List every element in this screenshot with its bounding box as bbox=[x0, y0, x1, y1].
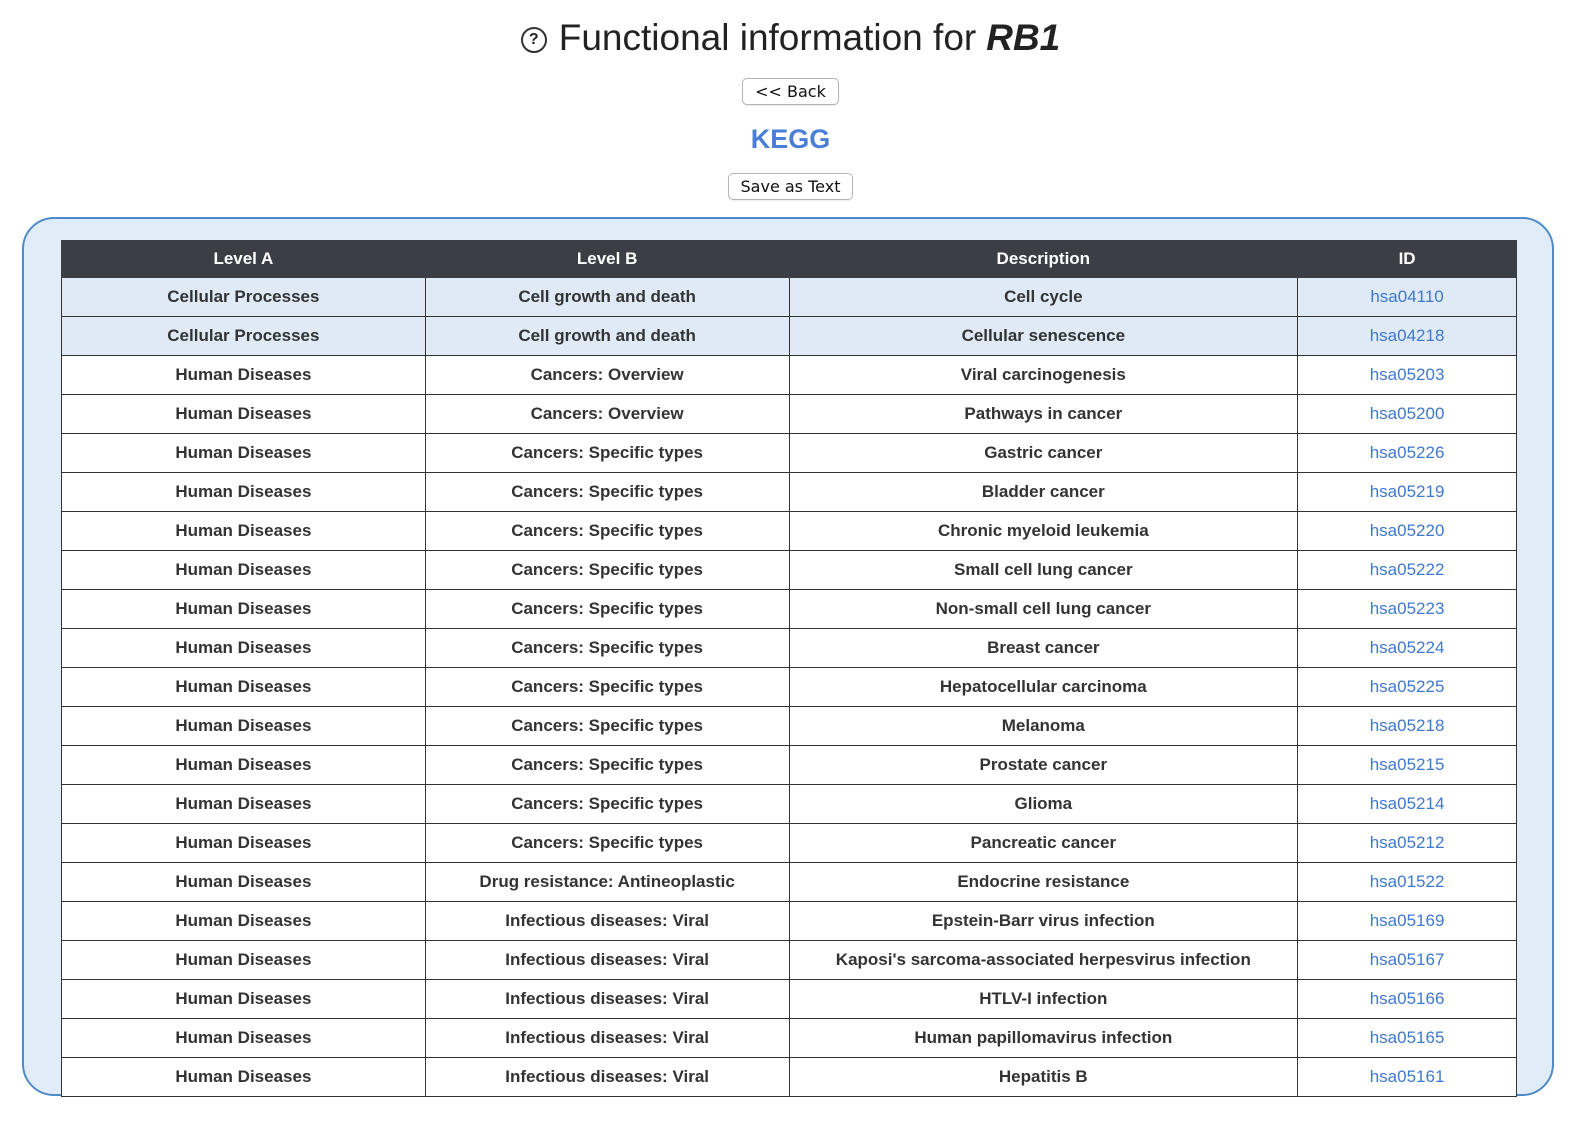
table-row bbox=[62, 590, 1517, 629]
table-row bbox=[62, 551, 1517, 590]
cell-level-b: Cancers: Specific types bbox=[425, 824, 789, 863]
pathway-id-link[interactable]: hsa05224 bbox=[1369, 638, 1445, 657]
cell-level-b: Cancers: Overview bbox=[425, 395, 789, 434]
gene-name: RB1 bbox=[986, 17, 1061, 58]
cell-level-a: Human Diseases bbox=[62, 590, 426, 629]
cell-level-a: Human Diseases bbox=[62, 707, 426, 746]
cell-level-a: Human Diseases bbox=[62, 785, 426, 824]
cell-description: Non-small cell lung cancer bbox=[789, 590, 1298, 629]
cell-description: Gastric cancer bbox=[789, 434, 1298, 473]
cell-id bbox=[1298, 824, 1517, 863]
pathway-id-link[interactable]: hsa04218 bbox=[1369, 326, 1445, 345]
cell-level-b: Cell growth and death bbox=[425, 317, 789, 356]
pathway-id-link[interactable]: hsa05200 bbox=[1369, 404, 1445, 423]
cell-level-a: Human Diseases bbox=[62, 980, 426, 1019]
pathway-id-link[interactable]: hsa05226 bbox=[1369, 443, 1445, 462]
cell-level-b: Cancers: Specific types bbox=[425, 746, 789, 785]
table-body bbox=[62, 278, 1517, 1097]
cell-level-b: Cancers: Specific types bbox=[425, 434, 789, 473]
cell-level-b: Infectious diseases: Viral bbox=[425, 980, 789, 1019]
cell-description: Glioma bbox=[789, 785, 1298, 824]
back-row bbox=[0, 78, 1581, 105]
cell-description: Pancreatic cancer bbox=[789, 824, 1298, 863]
cell-id bbox=[1298, 473, 1517, 512]
pathway-id-link[interactable]: hsa05220 bbox=[1369, 521, 1445, 540]
cell-id bbox=[1298, 278, 1517, 317]
pathway-id-link[interactable]: hsa05214 bbox=[1369, 794, 1445, 813]
cell-description: Pathways in cancer bbox=[789, 395, 1298, 434]
table-row bbox=[62, 863, 1517, 902]
pathway-id-link[interactable]: hsa04110 bbox=[1370, 287, 1444, 306]
cell-description: HTLV-I infection bbox=[789, 980, 1298, 1019]
cell-description: Breast cancer bbox=[789, 629, 1298, 668]
results-panel bbox=[22, 217, 1554, 1096]
table-row bbox=[62, 746, 1517, 785]
header-id: ID bbox=[1298, 241, 1517, 278]
cell-level-b: Cancers: Overview bbox=[425, 356, 789, 395]
cell-level-a: Human Diseases bbox=[62, 1019, 426, 1058]
cell-id bbox=[1298, 590, 1517, 629]
cell-level-a: Human Diseases bbox=[62, 356, 426, 395]
cell-level-b: Cancers: Specific types bbox=[425, 668, 789, 707]
table-row bbox=[62, 395, 1517, 434]
cell-id bbox=[1298, 902, 1517, 941]
cell-level-a: Human Diseases bbox=[62, 668, 426, 707]
table-row bbox=[62, 707, 1517, 746]
cell-level-b: Infectious diseases: Viral bbox=[425, 1058, 789, 1097]
back-button[interactable]: << Back bbox=[742, 78, 839, 105]
title-prefix: Functional information for bbox=[558, 17, 977, 58]
cell-description: Small cell lung cancer bbox=[789, 551, 1298, 590]
table-row bbox=[62, 668, 1517, 707]
cell-description: Kaposi's sarcoma-associated herpesvirus infection bbox=[789, 941, 1298, 980]
pathway-id-link[interactable]: hsa05218 bbox=[1369, 716, 1445, 735]
pathway-id-link[interactable]: hsa05225 bbox=[1369, 677, 1445, 696]
cell-description: Epstein-Barr virus infection bbox=[789, 902, 1298, 941]
header-description: Description bbox=[789, 241, 1298, 278]
table-row bbox=[62, 980, 1517, 1019]
cell-level-a: Human Diseases bbox=[62, 551, 426, 590]
cell-level-a: Cellular Processes bbox=[62, 317, 426, 356]
cell-id bbox=[1298, 980, 1517, 1019]
cell-level-a: Human Diseases bbox=[62, 746, 426, 785]
cell-level-b: Infectious diseases: Viral bbox=[425, 941, 789, 980]
cell-level-b: Cancers: Specific types bbox=[425, 551, 789, 590]
table-row bbox=[62, 1019, 1517, 1058]
cell-id bbox=[1298, 941, 1517, 980]
pathway-id-link[interactable]: hsa05222 bbox=[1369, 560, 1445, 579]
header-level-b: Level B bbox=[425, 241, 789, 278]
cell-level-b: Cancers: Specific types bbox=[425, 629, 789, 668]
table-row bbox=[62, 785, 1517, 824]
cell-level-b: Drug resistance: Antineoplastic bbox=[425, 863, 789, 902]
save-as-text-button[interactable]: Save as Text bbox=[728, 173, 854, 200]
table-row bbox=[62, 317, 1517, 356]
table-row bbox=[62, 434, 1517, 473]
cell-description: Hepatocellular carcinoma bbox=[789, 668, 1298, 707]
cell-level-a: Human Diseases bbox=[62, 824, 426, 863]
cell-id bbox=[1298, 395, 1517, 434]
table-row bbox=[62, 902, 1517, 941]
pathway-id-link[interactable]: hsa05203 bbox=[1369, 365, 1445, 384]
table-row bbox=[62, 473, 1517, 512]
cell-level-a: Human Diseases bbox=[62, 1058, 426, 1097]
cell-level-b: Cancers: Specific types bbox=[425, 785, 789, 824]
cell-description: Prostate cancer bbox=[789, 746, 1298, 785]
cell-description: Cellular senescence bbox=[789, 317, 1298, 356]
cell-level-a: Human Diseases bbox=[62, 941, 426, 980]
cell-id bbox=[1298, 668, 1517, 707]
cell-level-a: Human Diseases bbox=[62, 629, 426, 668]
cell-description: Bladder cancer bbox=[789, 473, 1298, 512]
cell-level-a: Human Diseases bbox=[62, 863, 426, 902]
pathway-id-link[interactable]: hsa05215 bbox=[1369, 755, 1445, 774]
cell-level-a: Human Diseases bbox=[62, 434, 426, 473]
cell-description: Human papillomavirus infection bbox=[789, 1019, 1298, 1058]
cell-level-b: Cell growth and death bbox=[425, 278, 789, 317]
cell-description: Hepatitis B bbox=[789, 1058, 1298, 1097]
cell-id bbox=[1298, 1058, 1517, 1097]
cell-id bbox=[1298, 1019, 1517, 1058]
header-level-a: Level A bbox=[62, 241, 426, 278]
table-row bbox=[62, 356, 1517, 395]
table-row bbox=[62, 629, 1517, 668]
pathway-id-link[interactable]: hsa01522 bbox=[1369, 872, 1445, 891]
section-title: KEGG bbox=[750, 124, 831, 154]
cell-level-a: Human Diseases bbox=[62, 512, 426, 551]
pathway-id-link[interactable]: hsa05161 bbox=[1369, 1067, 1445, 1086]
cell-description: Melanoma bbox=[789, 707, 1298, 746]
cell-level-b: Cancers: Specific types bbox=[425, 473, 789, 512]
page-header bbox=[0, 0, 1581, 62]
pathway-id-link[interactable]: hsa05166 bbox=[1369, 989, 1445, 1008]
table-row bbox=[62, 824, 1517, 863]
cell-id bbox=[1298, 356, 1517, 395]
table-row bbox=[62, 941, 1517, 980]
cell-level-a: Human Diseases bbox=[62, 902, 426, 941]
cell-id bbox=[1298, 785, 1517, 824]
cell-level-b: Cancers: Specific types bbox=[425, 512, 789, 551]
pathway-id-link[interactable]: hsa05167 bbox=[1369, 950, 1445, 969]
cell-description: Chronic myeloid leukemia bbox=[789, 512, 1298, 551]
cell-id bbox=[1298, 629, 1517, 668]
table-row bbox=[62, 1058, 1517, 1097]
pathway-id-link[interactable]: hsa05219 bbox=[1369, 482, 1445, 501]
table-header-row bbox=[62, 241, 1517, 278]
cell-id bbox=[1298, 863, 1517, 902]
cell-description: Cell cycle bbox=[789, 278, 1298, 317]
cell-description: Viral carcinogenesis bbox=[789, 356, 1298, 395]
pathway-id-link[interactable]: hsa05165 bbox=[1369, 1028, 1445, 1047]
pathway-id-link[interactable]: hsa05169 bbox=[1369, 911, 1445, 930]
cell-level-b: Cancers: Specific types bbox=[425, 707, 789, 746]
table-row bbox=[62, 278, 1517, 317]
cell-level-a: Cellular Processes bbox=[62, 278, 426, 317]
pathway-id-link[interactable]: hsa05212 bbox=[1369, 833, 1445, 852]
cell-id bbox=[1298, 317, 1517, 356]
question-circle-icon[interactable]: ? bbox=[521, 27, 547, 53]
cell-id bbox=[1298, 434, 1517, 473]
kegg-table bbox=[61, 240, 1517, 1097]
save-row bbox=[0, 173, 1581, 200]
cell-level-b: Cancers: Specific types bbox=[425, 590, 789, 629]
cell-level-a: Human Diseases bbox=[62, 395, 426, 434]
pathway-id-link[interactable]: hsa05223 bbox=[1369, 599, 1445, 618]
cell-id bbox=[1298, 551, 1517, 590]
cell-level-a: Human Diseases bbox=[62, 473, 426, 512]
table-row bbox=[62, 512, 1517, 551]
cell-id bbox=[1298, 746, 1517, 785]
cell-id bbox=[1298, 707, 1517, 746]
cell-level-b: Infectious diseases: Viral bbox=[425, 902, 789, 941]
page-title bbox=[521, 14, 1061, 62]
cell-id bbox=[1298, 512, 1517, 551]
cell-description: Endocrine resistance bbox=[789, 863, 1298, 902]
cell-level-b: Infectious diseases: Viral bbox=[425, 1019, 789, 1058]
